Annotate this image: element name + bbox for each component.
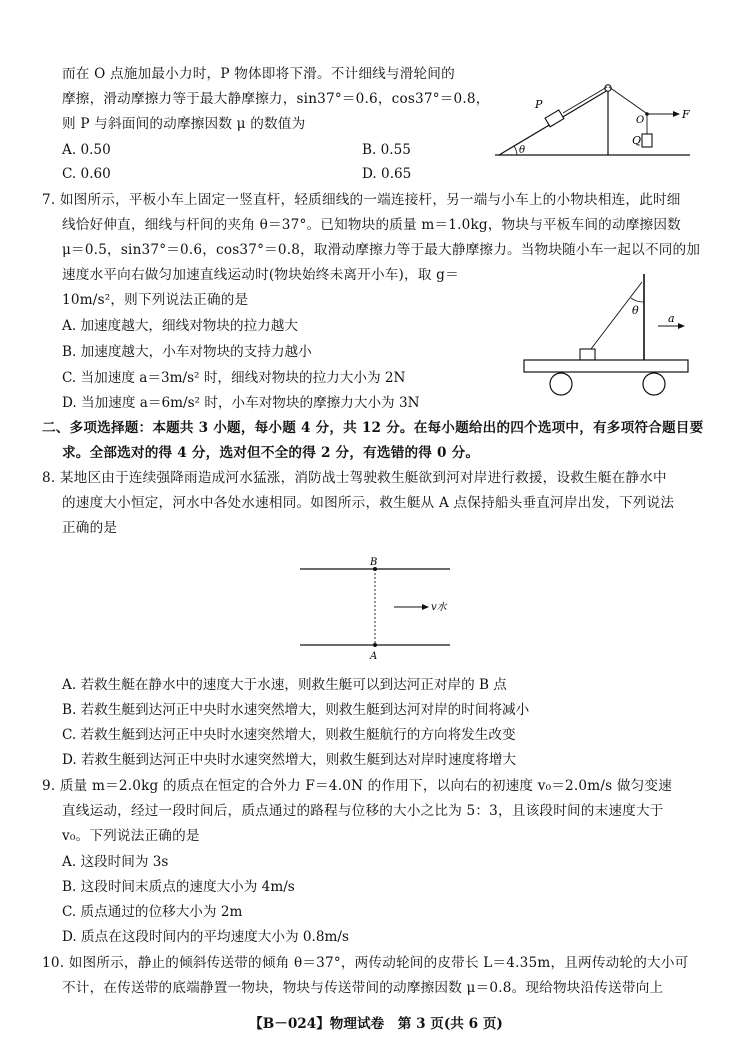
- page-footer: 【B－024】物理试卷 第 3 页(共 6 页): [249, 1016, 503, 1032]
- q9-option-c: C. 质点通过的位移大小为 2m: [62, 904, 243, 920]
- q7-line-5: 10m/s²，则下列说法正确的是: [62, 292, 249, 308]
- label-theta: θ: [632, 304, 639, 317]
- q9-line-3: v₀。下列说法正确的是: [62, 828, 200, 844]
- q7-option-b: B. 加速度越大，小车对物块的支持力越小: [62, 344, 312, 360]
- label-b: B: [370, 557, 378, 568]
- wheel-right: [643, 373, 665, 395]
- q7-line-2: 线恰好伸直，细线与杆间的夹角 θ＝37°。已知物块的质量 m＝1.0kg，物块与平板车间的动摩擦因数: [62, 217, 681, 233]
- q10-line-2: 不计，在传送带的底端静置一物块，物块与传送带间的动摩擦因数 μ＝0.8。现给物块沿传送带向上: [62, 980, 664, 996]
- cart-board: [524, 360, 688, 372]
- block-p: [545, 110, 564, 127]
- q7-cart-figure: [518, 270, 693, 400]
- q7-line-4: 速度水平向右做匀加速直线运动时(物块始终未离开小车)，取 g＝: [62, 267, 459, 283]
- q8-line-2: 的速度大小恒定，河水中各处水速相同。如图所示，救生艇从 A 点保持船头垂直河岸出发，下列说法: [62, 495, 675, 511]
- q6-line-1: 而在 O 点施加最小力时，P 物体即将下滑。不计细线与滑轮间的: [62, 66, 455, 82]
- q7-line-3: μ＝0.5，sin37°＝0.6，cos37°＝0.8，取滑动摩擦力等于最大静摩擦力。当物块随小车一起以不同的加: [62, 242, 701, 258]
- q6-option-d: D. 0.65: [362, 166, 412, 182]
- q9-line-1: 9. 质量 m＝2.0kg 的质点在恒定的合外力 F＝4.0N 的作用下，以向右的初速度 v₀＝2.0m/s 做匀变速: [42, 778, 673, 794]
- label-v-water: v水: [431, 602, 447, 613]
- label-p: P: [535, 98, 543, 111]
- rope-o: [609, 87, 646, 113]
- q6-option-a: A. 0.50: [62, 142, 111, 158]
- q6-line-2: 摩擦，滑动摩擦力等于最大静摩擦力，sin37°＝0.6，cos37°＝0.8，: [62, 91, 490, 107]
- label-q: Q: [632, 134, 642, 147]
- label-a: A: [370, 651, 378, 662]
- section2-line-2: 求。全部选对的得 4 分，选对但不全的得 2 分，有选错的得 0 分。: [62, 445, 480, 461]
- q7-option-a: A. 加速度越大，细线对物块的拉力越大: [62, 318, 298, 334]
- q7-line-1: 7. 如图所示，平板小车上固定一竖直杆，轻质细线的一端连接杆，另一端与小车上的小物块相连，此时细: [42, 192, 681, 208]
- q8-option-a: A. 若救生艇在静水中的速度大于水速，则救生艇可以到达河正对岸的 B 点: [62, 677, 507, 693]
- point-a: [373, 643, 377, 647]
- q9-option-a: A. 这段时间为 3s: [62, 854, 169, 870]
- wheel-left: [550, 373, 572, 395]
- q8-option-b: B. 若救生艇到达河正中央时水速突然增大，则救生艇到达河对岸的时间将减小: [62, 702, 530, 718]
- rope-p: [563, 87, 607, 113]
- q6-line-3: 则 P 与斜面间的动摩擦因数 μ 的数值为: [62, 116, 306, 132]
- q8-line-3: 正确的是: [62, 520, 118, 536]
- label-a: a: [668, 312, 675, 325]
- block-q: [642, 134, 652, 147]
- small-block: [580, 349, 595, 360]
- q6-option-b: B. 0.55: [362, 142, 411, 158]
- q8-option-c: C. 若救生艇到达河正中央时水速突然增大，则救生艇航行的方向将发生改变: [62, 727, 516, 743]
- q10-line-1: 10. 如图所示，静止的倾斜传送带的倾角 θ＝37°，两传动轮间的皮带长 L＝4.35m，且两传动轮的大小可: [42, 955, 689, 971]
- q8-river-figure: [298, 555, 454, 665]
- label-o: O: [636, 115, 645, 126]
- q9-option-b: B. 这段时间末质点的速度大小为 4m/s: [62, 879, 295, 895]
- q7-option-c: C. 当加速度 a＝3m/s² 时，细线对物块的拉力大小为 2N: [62, 370, 406, 386]
- q7-option-d: D. 当加速度 a＝6m/s² 时，小车对物块的摩擦力大小为 3N: [62, 395, 420, 411]
- q8-option-d: D. 若救生艇到达河正中央时水速突然增大，则救生艇到达对岸时速度将增大: [62, 752, 517, 768]
- q6-option-c: C. 0.60: [62, 166, 111, 182]
- section2-line-1: 二、多项选择题：本题共 3 小题，每小题 4 分，共 12 分。在每小题给出的四个选项中，有多项符合题目要: [42, 420, 704, 436]
- q8-line-1: 8. 某地区由于连续强降雨造成河水猛涨，消防战士驾驶救生艇欲到河对岸进行救援，设救生艇在静水中: [42, 470, 667, 486]
- label-theta: θ: [519, 145, 526, 156]
- q9-option-d: D. 质点在这段时间内的平均速度大小为 0.8m/s: [62, 929, 349, 945]
- q6-incline-figure: [485, 72, 700, 162]
- label-f: F: [682, 108, 690, 121]
- q9-line-2: 直线运动，经过一段时间后，质点通过的路程与位移的大小之比为 5：3，且该段时间的末速度大于: [62, 803, 664, 819]
